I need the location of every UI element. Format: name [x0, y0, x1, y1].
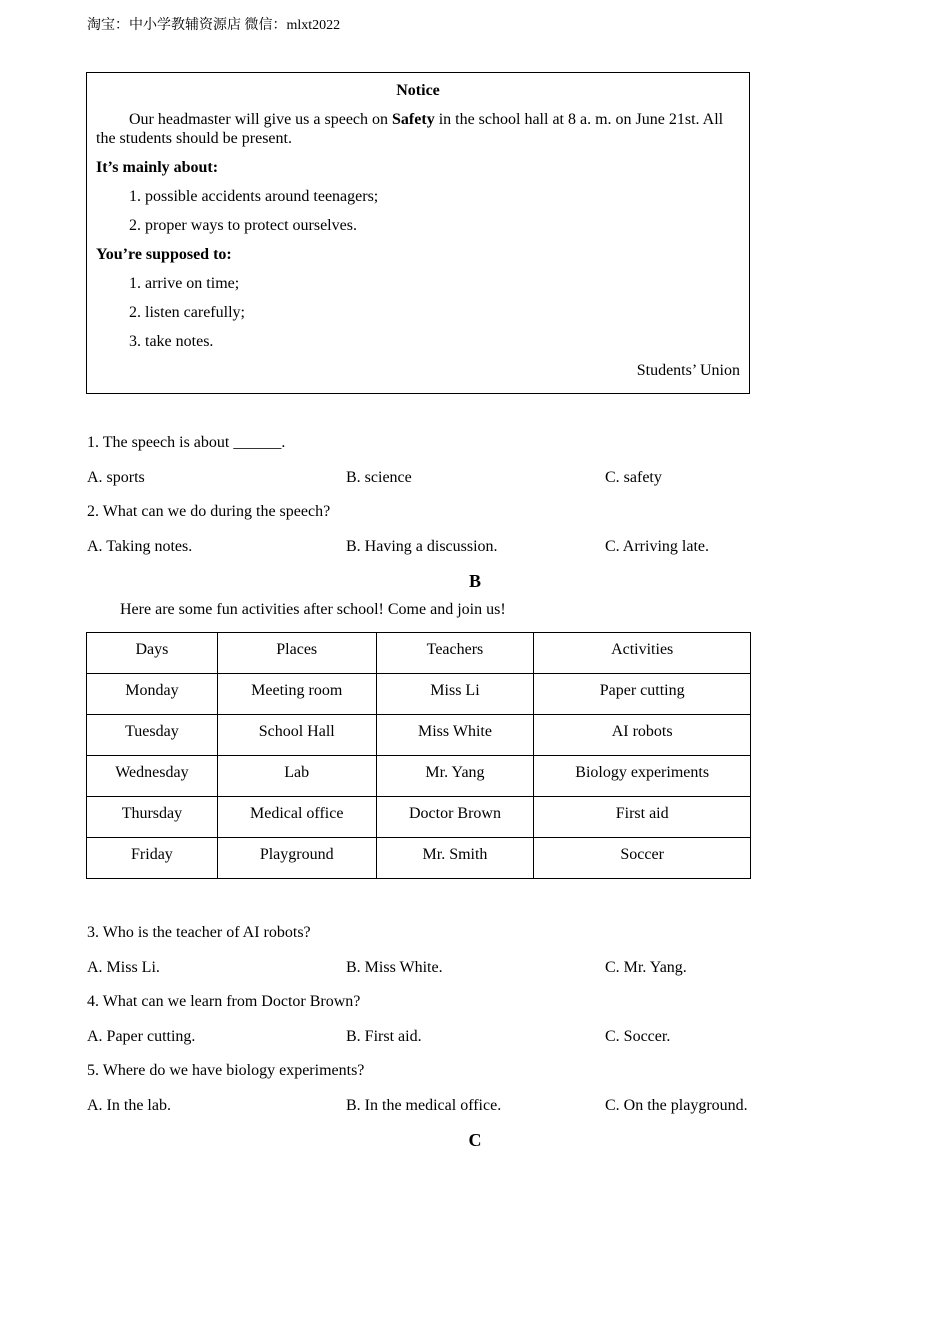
- q4-option-b[interactable]: B. First aid.: [346, 1028, 422, 1045]
- table-cell: Meeting room: [217, 674, 376, 715]
- notice-intro: Our headmaster will give us a speech on Safety in the school hall at 8 a. m. on June 21st. All the students should be present.: [96, 111, 724, 147]
- table-cell: Doctor Brown: [376, 797, 534, 838]
- question-4: 4. What can we learn from Doctor Brown?: [87, 993, 361, 1010]
- q2-option-b[interactable]: B. Having a discussion.: [346, 538, 498, 555]
- section-b-heading: B: [468, 571, 481, 591]
- table-row: [87, 797, 751, 838]
- table-cell: Biology experiments: [534, 756, 751, 797]
- q5-option-c[interactable]: C. On the playground.: [605, 1097, 748, 1114]
- question-3: 3. Who is the teacher of AI robots?: [87, 924, 311, 941]
- table-cell: AI robots: [534, 715, 751, 756]
- q2-option-c[interactable]: C. Arriving late.: [605, 538, 709, 555]
- about-heading: It’s mainly about:: [96, 159, 219, 176]
- table-row: [87, 674, 751, 715]
- q3-option-a[interactable]: A. Miss Li.: [87, 959, 160, 976]
- table-cell: First aid: [534, 797, 751, 838]
- header-cell: Places: [217, 633, 376, 674]
- q3-option-b[interactable]: B. Miss White.: [346, 959, 443, 976]
- q4-option-a[interactable]: A. Paper cutting.: [87, 1028, 196, 1045]
- q1-option-b[interactable]: B. science: [346, 469, 412, 486]
- table-cell: Friday: [87, 838, 218, 879]
- header-cell: Days: [87, 633, 218, 674]
- supposed-heading: You’re supposed to:: [96, 246, 232, 263]
- table-row: [87, 756, 751, 797]
- supposed-item: 3. take notes.: [129, 333, 214, 350]
- q5-option-b[interactable]: B. In the medical office.: [346, 1097, 502, 1114]
- table-cell: Monday: [87, 674, 218, 715]
- table-cell: Soccer: [534, 838, 751, 879]
- notice-signature: Students’ Union: [636, 362, 740, 379]
- supposed-item: 1. arrive on time;: [129, 275, 240, 292]
- supposed-item: 2. listen carefully;: [129, 304, 245, 321]
- activities-table: [86, 632, 751, 879]
- page-header: 淘宝：中小学教辅资源店 微信：mlxt2022: [87, 18, 341, 33]
- table-cell: Tuesday: [87, 715, 218, 756]
- question-5: 5. Where do we have biology experiments?: [87, 1062, 365, 1079]
- q3-option-c[interactable]: C. Mr. Yang.: [605, 959, 687, 976]
- table-cell: Lab: [217, 756, 376, 797]
- question-1: 1. The speech is about ______.: [87, 434, 286, 451]
- table-row: [87, 715, 751, 756]
- about-item: 2. proper ways to protect ourselves.: [129, 217, 357, 234]
- table-cell: Mr. Smith: [376, 838, 534, 879]
- about-item: 1. possible accidents around teenagers;: [129, 188, 379, 205]
- q2-option-a[interactable]: A. Taking notes.: [87, 538, 193, 555]
- table-cell: Miss White: [376, 715, 534, 756]
- question-2: 2. What can we do during the speech?: [87, 503, 331, 520]
- table-cell: Miss Li: [376, 674, 534, 715]
- section-b-intro: Here are some fun activities after school! Come and join us!: [120, 601, 506, 618]
- table-cell: Thursday: [87, 797, 218, 838]
- q1-option-c[interactable]: C. safety: [605, 469, 662, 486]
- safety-keyword: Safety: [392, 111, 435, 128]
- q4-option-c[interactable]: C. Soccer.: [605, 1028, 671, 1045]
- header-cell: Activities: [534, 633, 751, 674]
- section-c-heading: C: [468, 1130, 482, 1150]
- table-header-row: [87, 633, 751, 674]
- q5-option-a[interactable]: A. In the lab.: [87, 1097, 171, 1114]
- notice-title: Notice: [396, 82, 440, 99]
- table-cell: Paper cutting: [534, 674, 751, 715]
- notice-box: [86, 72, 750, 394]
- table-row: [87, 838, 751, 879]
- table-cell: Playground: [217, 838, 376, 879]
- table-cell: Wednesday: [87, 756, 218, 797]
- table-cell: Mr. Yang: [376, 756, 534, 797]
- table-cell: Medical office: [217, 797, 376, 838]
- header-cell: Teachers: [376, 633, 534, 674]
- table-cell: School Hall: [217, 715, 376, 756]
- q1-option-a[interactable]: A. sports: [87, 469, 145, 486]
